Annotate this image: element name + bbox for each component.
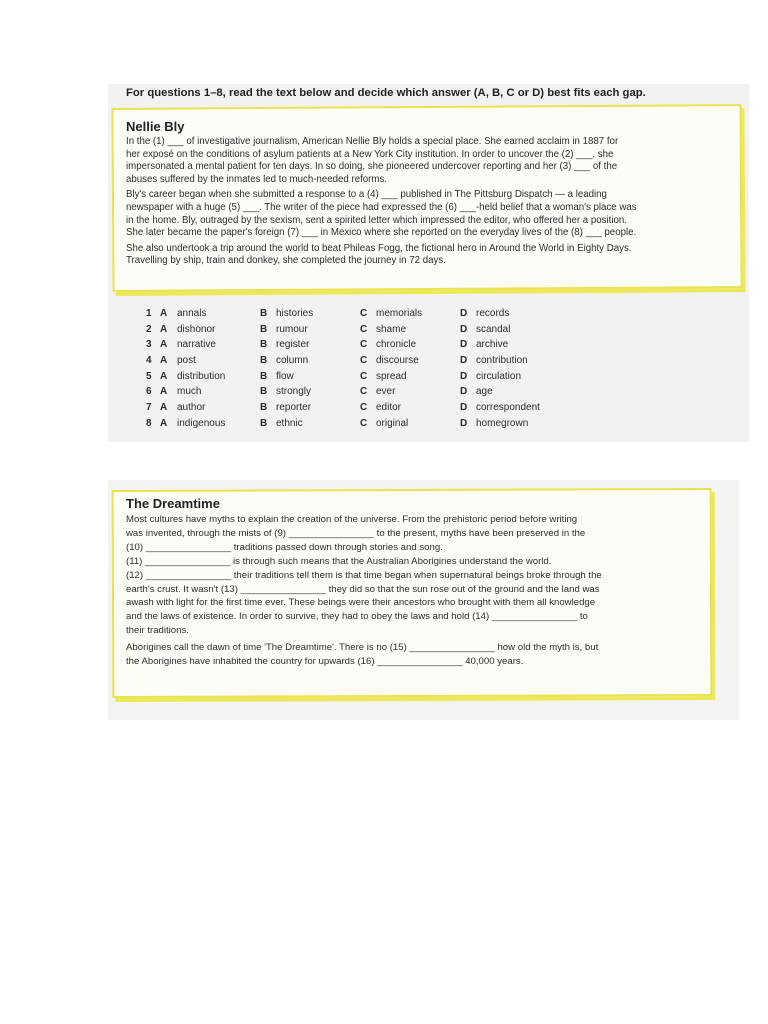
option-letter-a: A xyxy=(160,402,168,414)
option-letter-b: B xyxy=(260,308,268,319)
dreamtime-title: The Dreamtime xyxy=(126,496,220,511)
text-line: Most cultures have myths to explain the creation of the universe. From the prehistoric period before writing xyxy=(126,514,578,525)
text-line: their traditions. xyxy=(126,625,189,637)
option-letter-a: A xyxy=(160,308,168,319)
option-d: homegrown xyxy=(476,417,529,429)
option-letter-c: C xyxy=(360,402,368,414)
option-letter-b: B xyxy=(260,339,268,351)
option-c: chronicle xyxy=(376,339,417,351)
option-row-8 xyxy=(142,418,592,434)
option-letter-a: A xyxy=(160,370,168,382)
question-number: 3 xyxy=(146,339,152,351)
option-letter-c: C xyxy=(360,386,368,398)
nellie-bly-passage xyxy=(126,136,736,270)
option-c: shame xyxy=(376,323,407,335)
option-letter-c: C xyxy=(360,355,368,367)
option-a: distribution xyxy=(177,370,226,382)
option-c: editor xyxy=(376,402,402,414)
option-row-6 xyxy=(142,386,592,402)
option-letter-c: C xyxy=(360,323,368,335)
question-number: 1 xyxy=(146,308,152,319)
option-letter-b: B xyxy=(260,355,268,367)
text-line: in the home. Bly, outraged by the sexism, sent a spirited letter which impressed the editor, who offered her a position. xyxy=(126,214,627,226)
option-d: age xyxy=(476,386,493,398)
option-letter-d: D xyxy=(460,370,468,382)
option-row-3 xyxy=(142,339,592,355)
dreamtime-passage xyxy=(126,513,706,671)
text-line: and the laws of existence. In order to survive, they had to obey the laws and hold (14) ________________ to xyxy=(126,611,588,623)
option-b: ethnic xyxy=(276,417,303,429)
text-line: (11) ________________ is through such means that the Australian Aborigines understand the world. xyxy=(126,555,552,567)
option-b: histories xyxy=(276,308,314,319)
text-line: In the (1) ___ of investigative journalism, American Nellie Bly holds a special place. She earned acclaim in 1887 for xyxy=(126,136,619,147)
text-line: impersonated a mental patient for ten days. In so doing, she pioneered undercover reporting and her (3) ___ of the xyxy=(126,161,618,173)
option-letter-d: D xyxy=(460,339,468,351)
paragraph-2 xyxy=(126,641,706,669)
question-number: 5 xyxy=(146,370,152,382)
option-d: records xyxy=(476,308,510,319)
option-letter-a: A xyxy=(160,386,168,398)
option-b: rumour xyxy=(276,323,308,335)
option-b: register xyxy=(276,339,310,351)
option-letter-a: A xyxy=(160,355,168,367)
answer-options-table xyxy=(142,308,592,434)
option-letter-b: B xyxy=(260,386,268,398)
option-letter-a: A xyxy=(160,417,168,429)
question-number: 8 xyxy=(146,417,152,429)
option-letter-d: D xyxy=(460,417,468,429)
question-number: 6 xyxy=(146,386,152,398)
option-row-2 xyxy=(142,324,592,340)
option-row-5 xyxy=(142,371,592,387)
option-b: flow xyxy=(276,370,294,382)
text-line: awash with light for the first time ever. These beings were their ancestors who brought with them all knowledge xyxy=(126,597,596,609)
text-line: (12) ________________ their traditions tell them is that time began when supernatural beings broke through the xyxy=(126,569,602,581)
question-number: 2 xyxy=(146,323,152,335)
option-letter-d: D xyxy=(460,323,468,335)
text-line: Aborigines call the dawn of time 'The Dreamtime'. There is no (15) ________________ how old the myth is, but xyxy=(126,642,599,654)
option-c: spread xyxy=(376,370,407,382)
paragraph-1 xyxy=(126,136,736,186)
option-letter-b: B xyxy=(260,417,268,429)
option-a: dishonor xyxy=(177,323,216,335)
option-a: annals xyxy=(177,308,207,319)
option-letter-d: D xyxy=(460,355,468,367)
option-b: reporter xyxy=(276,402,312,414)
option-a: post xyxy=(177,355,196,367)
option-a: much xyxy=(177,386,202,398)
option-letter-c: C xyxy=(360,370,368,382)
option-c: original xyxy=(376,417,409,429)
task-instructions: For questions 1–8, read the text below and decide which answer (A, B, C or D) best fits each gap. xyxy=(126,87,646,99)
text-line: abuses suffered by the inmates led to much-needed reforms. xyxy=(126,173,387,185)
option-d: scandal xyxy=(476,323,511,335)
text-line: earth's crust. It wasn't (13) ________________ they did so that the sun rose out of the ground and the land was xyxy=(126,583,600,595)
option-letter-b: B xyxy=(260,323,268,335)
option-c: ever xyxy=(376,386,396,398)
question-number: 4 xyxy=(146,355,152,367)
text-line: newspaper with a huge (5) ___. The writer of the piece had expressed the (6) ___-held belief that a woman's place was xyxy=(126,201,637,213)
option-c: memorials xyxy=(376,308,423,319)
text-line: (10) ________________ traditions passed down through stories and song. xyxy=(126,541,443,553)
text-line: Travelling by ship, train and donkey, she completed the journey in 72 days. xyxy=(126,255,446,267)
question-number: 7 xyxy=(146,402,152,414)
option-row-4 xyxy=(142,355,592,371)
option-d: circulation xyxy=(476,370,522,382)
option-letter-b: B xyxy=(260,402,268,414)
text-line: her exposé on the conditions of asylum patients at a New York City institution. In order to uncover the (2) ___, she xyxy=(126,148,614,160)
option-letter-a: A xyxy=(160,339,168,351)
option-letter-c: C xyxy=(360,308,368,319)
option-a: indigenous xyxy=(177,417,226,429)
option-d: correspondent xyxy=(476,402,540,414)
option-d: contribution xyxy=(476,355,528,367)
text-line: the Aborigines have inhabited the country for upwards (16) ________________ 40,000 years. xyxy=(126,656,524,668)
option-letter-b: B xyxy=(260,370,268,382)
option-d: archive xyxy=(476,339,509,351)
option-letter-a: A xyxy=(160,323,168,335)
text-line: She later became the paper's foreign (7) ___ in Mexico where she reported on the everyday lives of the (8) ___ people. xyxy=(126,227,637,239)
nellie-bly-title: Nellie Bly xyxy=(126,119,185,134)
text-line: Bly's career began when she submitted a response to a (4) ___ published in The Pittsburg Dispatch — a leading xyxy=(126,189,607,201)
option-letter-c: C xyxy=(360,417,368,429)
option-b: strongly xyxy=(276,386,312,398)
text-line: She also undertook a trip around the world to beat Phileas Fogg, the fictional hero in Around the World in Eighty Days. xyxy=(126,242,632,254)
option-row-1 xyxy=(142,308,592,324)
option-c: discourse xyxy=(376,355,419,367)
option-letter-c: C xyxy=(360,339,368,351)
option-letter-d: D xyxy=(460,386,468,398)
paragraph-2 xyxy=(126,189,736,239)
paragraph-1 xyxy=(126,513,706,638)
option-b: column xyxy=(276,355,309,367)
option-letter-d: D xyxy=(460,402,468,414)
paragraph-3 xyxy=(126,243,736,268)
option-letter-d: D xyxy=(460,308,468,319)
option-a: author xyxy=(177,402,206,414)
option-row-7 xyxy=(142,402,592,418)
option-a: narrative xyxy=(177,339,216,351)
text-line: was invented, through the mists of (9) ________________ to the present, myths have been preserved in the xyxy=(126,527,586,539)
